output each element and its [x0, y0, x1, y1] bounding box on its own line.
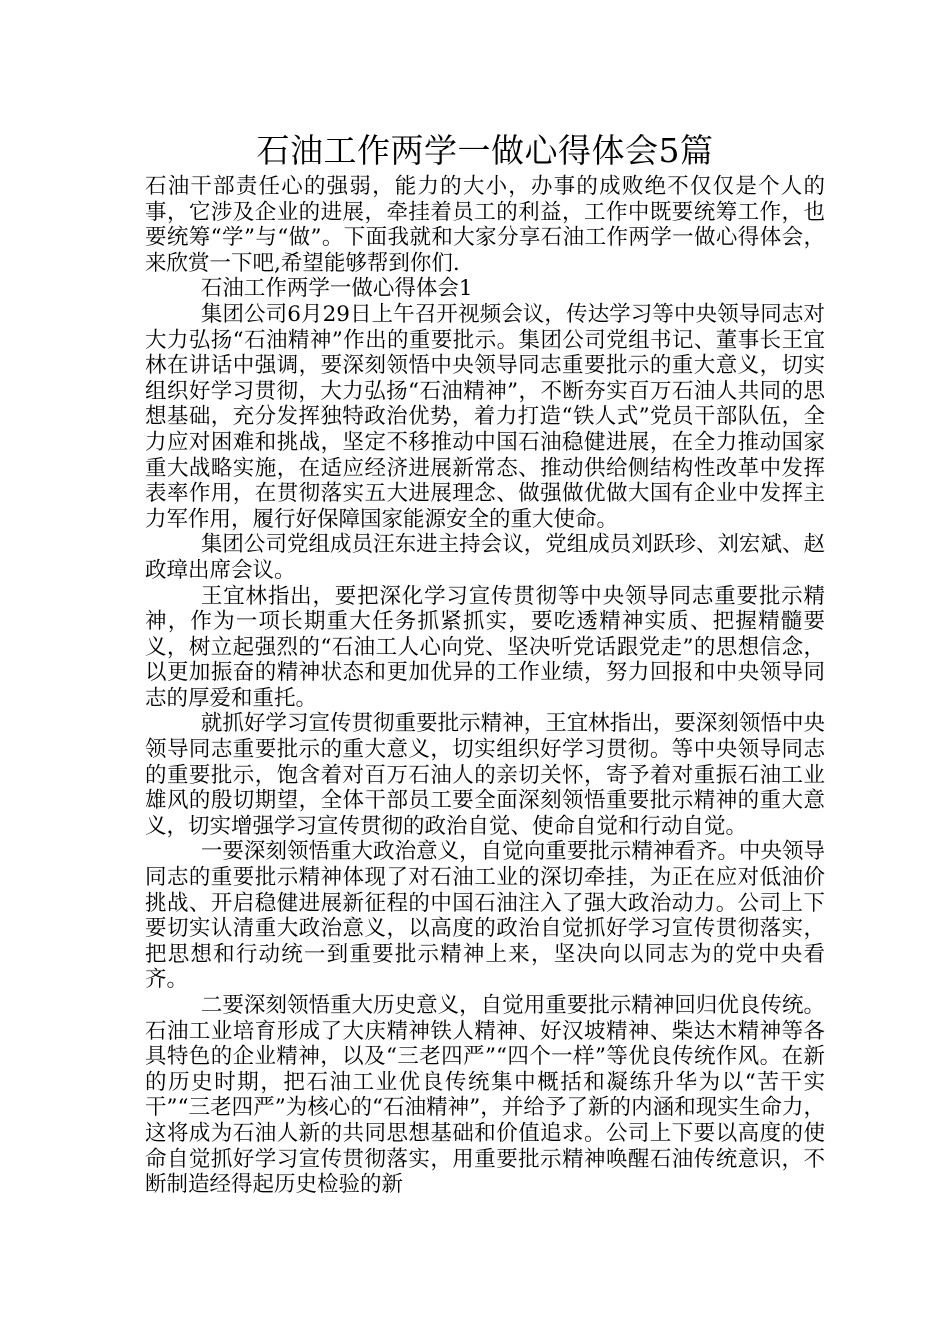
body-paragraph: 王宜林指出，要把深化学习宣传贯彻等中央领导同志重要批示精神，作为一项长期重大任务抓紧抓实，要吃透精神实质、把握精髓要义，树立起强烈的“石油工人心向党、坚决听党话跟党走”的思想信念，以更加振奋的精神状态和更加优异的工作业绩，努力回报和中央领导同志的厚爱和重托。: [145, 583, 825, 711]
intro-paragraph: 石油干部责任心的强弱，能力的大小，办事的成败绝不仅仅是个人的事，它涉及企业的进展，牵挂着员工的利益，工作中既要统筹工作，也要统筹“学”与“做”。下面我就和大家分享石油工作两学一做心得体会，来欣赏一下吧,希望能够帮到你们.: [145, 174, 825, 276]
body-paragraph: 集团公司6月29日上午召开视频会议，传达学习等中央领导同志对大力弘扬“石油精神”作出的重要批示。集团公司党组书记、董事长王宜林在讲话中强调，要深刻领悟中央领导同志重要批示的重大意义，切实组织好学习贯彻，大力弘扬“石油精神”，不断夯实百万石油人共同的思想基础，充分发挥独特政治优势，着力打造“铁人式”党员干部队伍，全力应对困难和挑战，坚定不移推动中国石油稳健进展，在全力推动国家重大战略实施，在适应经济进展新常态、推动供给侧结构性改革中发挥表率作用，在贯彻落实五大进展理念、做强做优做大国有企业中发挥主力军作用，履行好保障国家能源安全的重大使命。: [145, 301, 825, 532]
document-title: 石油工作两学一做心得体会5篇: [256, 131, 714, 170]
body-paragraph: 一要深刻领悟重大政治意义，自觉向重要批示精神看齐。中央领导同志的重要批示精神体现了对石油工业的深切牵挂，为正在应对低油价挑战、开启稳健进展新征程的中国石油注入了强大政治动力。公司上下要切实认清重大政治意义，以高度的政治自觉抓好学习宣传贯彻落实，把思想和行动统一到重要批示精神上来，坚决向以同志为的党中央看齐。: [145, 839, 825, 993]
body-paragraph: 集团公司党组成员汪东进主持会议，党组成员刘跃珍、刘宏斌、赵政璋出席会议。: [145, 532, 825, 583]
body-paragraph: 就抓好学习宣传贯彻重要批示精神，王宜林指出，要深刻领悟中央领导同志重要批示的重大意义，切实组织好学习贯彻。等中央领导同志的重要批示，饱含着对百万石油人的亲切关怀，寄予着对重振石油工业雄风的殷切期望，全体干部员工要全面深刻领悟重要批示精神的重大意义，切实增强学习宣传贯彻的政治自觉、使命自觉和行动自觉。: [145, 711, 825, 839]
section-heading: 石油工作两学一做心得体会1: [200, 276, 473, 302]
body-paragraph: 二要深刻领悟重大历史意义，自觉用重要批示精神回归优良传统。石油工业培育形成了大庆精神铁人精神、好汉坡精神、柴达木精神等各具特色的企业精神，以及“三老四严”“四个一样”等优良传统作风。在新的历史时期，把石油工业优良传统集中概括和凝练升华为以“苦干实干”“三老四严”为核心的“石油精神”，并给予了新的内涵和现实生命力，这将成为石油人新的共同思想基础和价值追求。公司上下要以高度的使命自觉抓好学习宣传贯彻落实，用重要批示精神唤醒石油传统意识，不断制造经得起历史检验的新: [145, 993, 825, 1198]
document-body: [145, 174, 825, 1198]
document-content: [145, 128, 825, 1198]
